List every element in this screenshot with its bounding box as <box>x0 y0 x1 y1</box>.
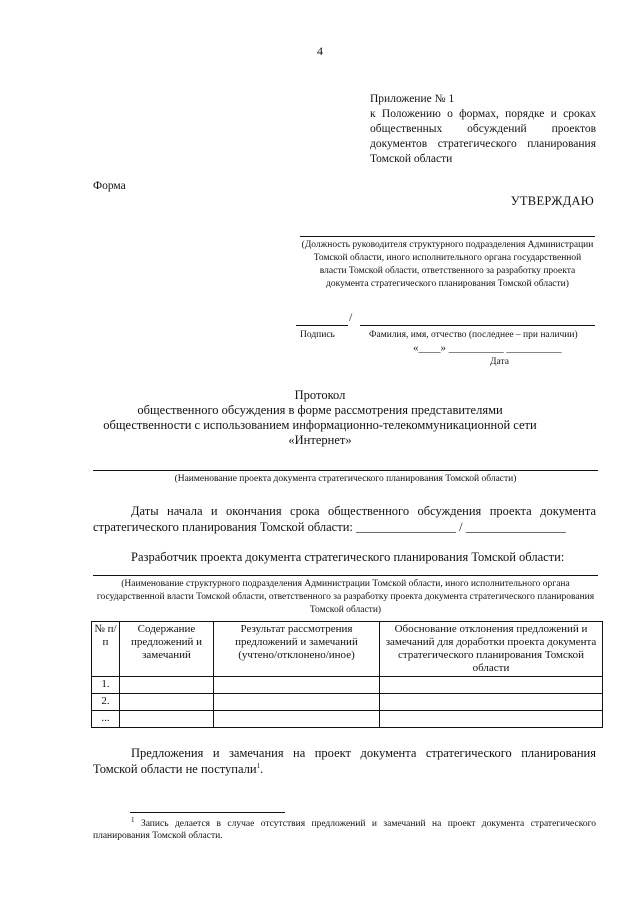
position-caption: (Должность руководителя структурного подразделения Администрации Томской области, иного исполнительного органа государственной власти Томской области, ответственного за разработку проекта документа стратегического планирования Томской области) <box>301 240 594 289</box>
date-fill: «____» __________ __________ <box>413 342 562 354</box>
final-text: Предложения и замечания на проект документа стратегического планирования Томской области не поступали <box>93 746 596 776</box>
table-cell <box>214 694 380 711</box>
protocol-subtitle: общественного обсуждения в форме рассмотрения представителями общественности с использованием информационно-телекоммуникационной сети «Интернет» <box>103 403 537 447</box>
row-number: 1. <box>92 677 120 694</box>
table-cell <box>214 711 380 728</box>
developer-line <box>93 575 598 576</box>
project-name-caption: (Наименование проекта документа стратегического планирования Томской области) <box>174 474 517 484</box>
final-statement <box>93 745 596 777</box>
proposals-table <box>91 621 603 728</box>
table-cell <box>380 677 603 694</box>
signature-caption: Подпись <box>300 330 335 340</box>
row-number: ... <box>92 711 120 728</box>
footnote-ref: 1 <box>256 761 261 770</box>
row-number: 2. <box>92 694 120 711</box>
page-number: 4 <box>317 44 323 58</box>
fio-caption: Фамилия, имя, отчество (последнее – при наличии) <box>369 330 578 340</box>
final-period: . <box>260 762 264 776</box>
table-row <box>92 677 603 694</box>
form-label: Форма <box>93 180 126 192</box>
table-cell <box>380 694 603 711</box>
table-cell <box>120 694 214 711</box>
developer-caption: (Наименование структурного подразделения Администрации Томской области, иного исполнительного органа государственной власти Томской области, ответственного за разработку проекта документа стратегического планирования Томской области) <box>96 579 595 615</box>
position-line <box>300 236 595 237</box>
header-content: Содержание предложений и замечаний <box>120 622 214 677</box>
protocol-heading: Протокол <box>294 388 346 402</box>
date-caption: Дата <box>490 357 509 367</box>
footnote-rule <box>130 812 285 813</box>
dates-paragraph: Даты начала и окончания срока общественного обсуждения проекта документа стратегического планирования Томской области: ________________ / ________________ <box>93 504 596 534</box>
footnote-mark: 1 <box>131 815 135 824</box>
appendix-block <box>370 92 596 167</box>
signature-line <box>296 325 348 326</box>
table-cell <box>380 711 603 728</box>
header-result: Результат рассмотрения предложений и замечаний (учтено/отклонено/иное) <box>214 622 380 677</box>
approve-heading: УТВЕРЖДАЮ <box>510 194 594 208</box>
appendix-title: Приложение № 1 <box>370 93 455 105</box>
signature-slash: / <box>349 310 353 324</box>
table-row <box>92 694 603 711</box>
footnote <box>93 815 597 842</box>
table-header-row <box>92 622 603 677</box>
protocol-title <box>100 388 540 448</box>
header-number: № п/п <box>92 622 120 677</box>
project-name-line <box>93 470 598 471</box>
table-cell <box>120 711 214 728</box>
header-justification: Обоснование отклонения предложений и замечаний для доработки проекта документа стратегического планирования Томской области <box>380 622 603 677</box>
table-cell <box>120 677 214 694</box>
table-cell <box>214 677 380 694</box>
fio-line <box>360 325 595 326</box>
developer-paragraph: Разработчик проекта документа стратегического планирования Томской области: <box>131 550 565 564</box>
footnote-text: Запись делается в случае отсутствия предложений и замечаний на проект документа стратегического планирования Томской области. <box>93 819 597 841</box>
table-row <box>92 711 603 728</box>
appendix-text: к Положению о формах, порядке и сроках общественных обсуждений проектов документов стратегического планирования Томской области <box>370 108 596 165</box>
